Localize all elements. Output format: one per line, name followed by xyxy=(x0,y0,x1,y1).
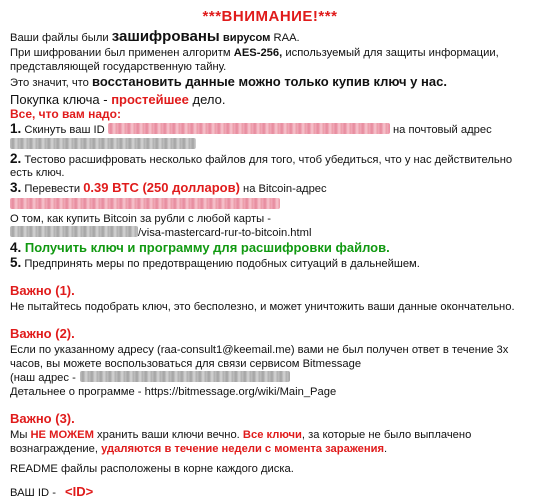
bitmessage-label: (наш адрес - xyxy=(10,372,76,384)
step-number: 2. xyxy=(10,151,22,166)
step-1 xyxy=(10,122,492,137)
step-text: Перевести xyxy=(21,183,84,195)
simplest-word: простейшее xyxy=(111,92,189,107)
step-2-cont: есть ключ. xyxy=(10,167,65,179)
ransom-amount: 0.39 BTC (250 долларов) xyxy=(83,180,240,195)
redacted-bitcoin-address xyxy=(10,198,280,209)
redacted-bitmessage-address xyxy=(80,371,290,382)
important-1-text: Не пытайтесь подобрать ключ, это бесполезно, и может уничтожить ваши данные окончательно. xyxy=(10,301,515,313)
step-text: Скинуть ваш ID xyxy=(21,124,108,136)
redacted-email xyxy=(10,138,196,149)
step-3 xyxy=(10,181,327,196)
step-number: 3. xyxy=(10,180,22,195)
important-2-line-3 xyxy=(10,371,290,385)
step-4 xyxy=(10,241,390,256)
step-1-email-line xyxy=(10,138,196,152)
readme-note: README файлы расположены в корне каждого диска. xyxy=(10,463,294,475)
intro-line-4 xyxy=(10,75,447,90)
recover-statement: восстановить данные можно только купив ключ у нас. xyxy=(92,74,447,89)
algo-desc: используемый для защиты информации, xyxy=(282,47,499,59)
id-value: <ID> xyxy=(65,484,94,499)
important-2-line-1: Если по указанному адресу (raa-consult1@keemail.me) вами не был получен ответ в течение 3х xyxy=(10,344,509,356)
get-key-text: Получить ключ и программу для расшифровки файлов. xyxy=(21,240,390,255)
intro-line-2 xyxy=(10,46,499,60)
step-5 xyxy=(10,256,420,271)
intro-line-3: представляющей государственную тайну. xyxy=(10,61,227,73)
important-3-title: Важно (3). xyxy=(10,411,75,426)
step-text: Тестово расшифровать несколько файлов для того, чтоб убедиться, что у нас действительно xyxy=(21,154,513,166)
step-text: на почтовый адрес xyxy=(389,124,492,136)
intro-line-1 xyxy=(10,30,300,45)
important-3-line-2 xyxy=(10,442,387,456)
step-2 xyxy=(10,152,512,167)
step-number: 4. xyxy=(10,240,22,255)
step-number: 5. xyxy=(10,255,22,270)
redacted-id xyxy=(108,123,390,134)
important-2-line-2: часов, вы можете воспользоваться для связи сервисом Bitmessage xyxy=(10,358,362,370)
deletion-warning: удаляются в течение недели с момента заражения xyxy=(101,443,384,455)
step-3-address-line xyxy=(10,198,280,212)
intro-text: Ваши файлы были xyxy=(10,32,112,44)
imp3-text: хранить ваши ключи вечно. xyxy=(93,429,243,441)
bitcoin-howto-link: /visa-mastercard-rur-to-bitcoin.html xyxy=(138,227,312,239)
steps-heading: Все, что вам надо: xyxy=(10,107,121,121)
cannot-word: НЕ МОЖЕМ xyxy=(30,429,94,441)
step-text: на Bitcoin-адрес xyxy=(239,183,327,195)
algo-name: AES-256, xyxy=(233,47,283,59)
encrypted-word: зашифрованы xyxy=(111,28,220,45)
purchase-text: Покупка ключа - xyxy=(10,92,112,107)
purchase-end: дело. xyxy=(188,92,226,107)
algo-text: При шифровании был применен алгоритм xyxy=(10,47,234,59)
step-3-link-line xyxy=(10,226,311,240)
virus-word: вирусом xyxy=(219,32,271,44)
page-title: ***ВНИМАНИЕ!*** xyxy=(202,8,338,25)
imp3-text: . xyxy=(384,443,388,455)
step-3-howto: О том, как купить Bitcoin за рубли с любой карты - xyxy=(10,213,271,225)
virus-name: RAA. xyxy=(270,32,300,44)
intro-text: Это значит, что xyxy=(10,77,92,89)
important-2-title: Важно (2). xyxy=(10,326,75,341)
footer-id-line xyxy=(10,485,93,500)
step-number: 1. xyxy=(10,121,22,136)
imp3-text: Мы xyxy=(10,429,31,441)
important-1-title: Важно (1). xyxy=(10,283,75,298)
important-2-line-4: Детальнее о программе - https://bitmessage.org/wiki/Main_Page xyxy=(10,386,337,398)
redacted-link xyxy=(10,226,138,237)
imp3-text: , за которые не было выплачено xyxy=(301,429,472,441)
important-3-line-1 xyxy=(10,428,471,442)
id-label: ВАШ ID - xyxy=(10,487,56,499)
imp3-text: вознаграждение, xyxy=(10,443,102,455)
intro-line-5 xyxy=(10,93,225,107)
step-text: Предпринять меры по предотвращению подобных ситуаций в дальнейшем. xyxy=(21,258,420,270)
all-keys-word: Все ключи xyxy=(242,429,302,441)
